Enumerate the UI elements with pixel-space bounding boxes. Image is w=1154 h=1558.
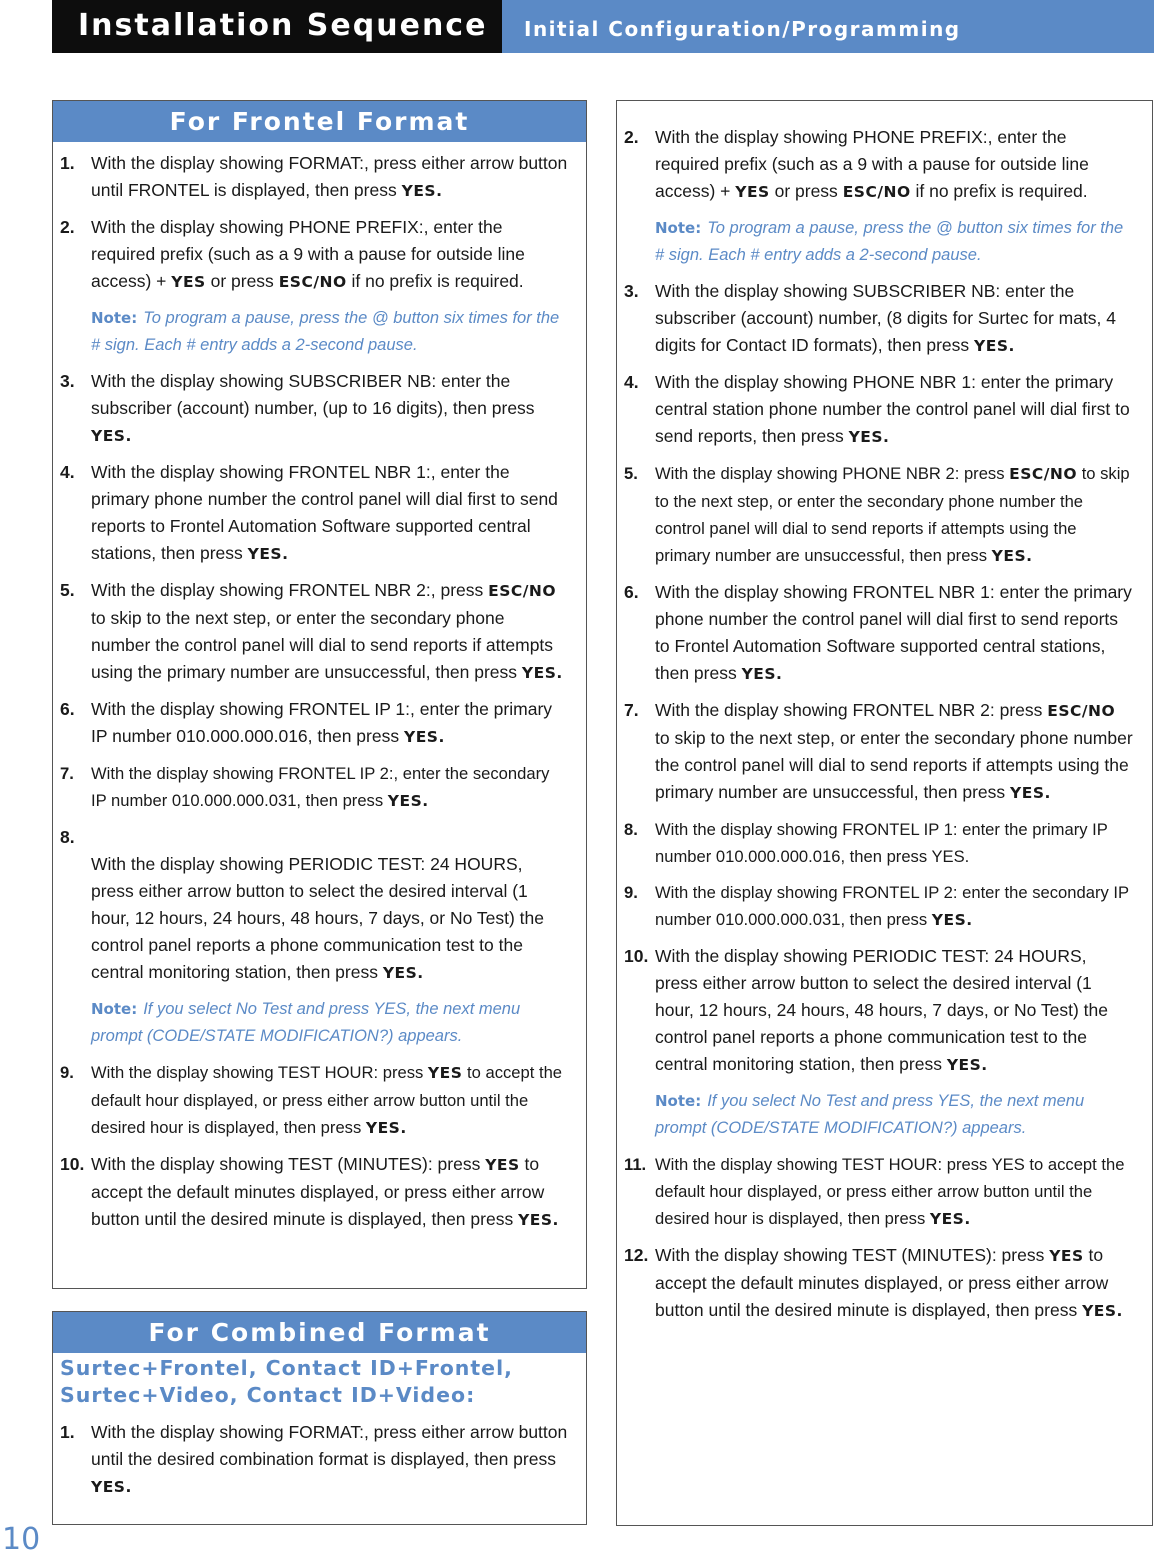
step-text: With the display showing FRONTEL IP 1: enter the primary IP number 010.000.000.016, then press YES. <box>655 820 1108 866</box>
keyword: YES. <box>931 911 973 929</box>
keyword: ESC/NO <box>278 273 347 291</box>
step-number: 4. <box>624 372 639 392</box>
keyword: YES. <box>401 182 443 200</box>
keyword: ESC/NO <box>488 582 557 600</box>
keyword: YES. <box>518 1211 559 1229</box>
step-number: 6. <box>624 582 639 602</box>
frontel-steps <box>53 142 586 1234</box>
step-item <box>624 697 1134 807</box>
step-text: With the display showing FRONTEL NBR 2:, press <box>91 580 489 600</box>
keyword: YES. <box>991 547 1033 565</box>
step-text: or press <box>205 271 279 291</box>
keyword: YES. <box>1010 784 1051 802</box>
step-number: 9. <box>60 1063 74 1082</box>
step-number: 5. <box>624 464 638 483</box>
step-number: 6. <box>60 699 75 719</box>
step-item <box>60 824 568 987</box>
step-text: With the display showing PHONE NBR 1: enter the primary central station phone number the control panel will dial first to send reports, then press <box>655 372 1130 446</box>
step-text: With the display showing PERIODIC TEST: 24 HOURS, press either arrow button to select the desired interval (1 hour, 12 hours, 24 hours, 48 hours, 7 days, or No Test) the control panel reports a phone communication test to the central monitoring station, then press <box>91 854 545 982</box>
keyword: YES <box>485 1156 520 1174</box>
step-number: 1. <box>60 153 75 173</box>
continued-steps <box>617 101 1152 1325</box>
step-text: With the display showing PHONE PREFIX:, enter the required prefix (such as a 9 with a pause for outside line access) + <box>655 127 1089 201</box>
keyword: YES. <box>741 665 783 683</box>
note-text: If you select No Test and press YES, the next menu prompt (CODE/STATE MODIFICATION?) appears. <box>655 1092 1085 1137</box>
keyword: YES <box>1049 1247 1084 1265</box>
step-number: 8. <box>624 820 638 839</box>
keyword: YES. <box>946 1056 988 1074</box>
step-number: 3. <box>60 371 75 391</box>
combined-format-subheading: Surtec+Frontel, Contact ID+Frontel, Surtec+Video, Contact ID+Video: <box>60 1356 513 1407</box>
step-item <box>624 1242 1134 1325</box>
note-label: Note: <box>655 1092 702 1110</box>
keyword: YES. <box>929 1210 971 1228</box>
step-text: to accept the default hour displayed, or press either arrow button until the desired hour is displayed, then press <box>91 1063 563 1137</box>
step-number: 1. <box>60 1422 75 1442</box>
note-label: Note: <box>655 219 702 237</box>
keyword: YES. <box>521 664 563 682</box>
step-item <box>624 943 1134 1079</box>
step-number: 2. <box>60 217 75 237</box>
step-text: With the display showing FRONTEL IP 2:, enter the secondary IP number 010.000.000.031, then press <box>91 764 550 810</box>
keyword: ESC/NO <box>1047 702 1116 720</box>
step-item <box>624 369 1134 451</box>
step-text: to accept the default minutes displayed, or press either arrow button until the desired minute is displayed, then press <box>655 1245 1109 1320</box>
keyword: YES <box>427 1064 463 1082</box>
keyword: YES. <box>247 545 289 563</box>
keyword: YES. <box>91 427 132 445</box>
step-item <box>60 760 568 815</box>
step-text: to skip to the next step, or enter the secondary phone number the control panel will dial to send reports if attempts using the primary number are unsuccessful, then press <box>91 608 554 682</box>
step-item <box>60 1059 568 1142</box>
step-text: With the display showing FRONTEL NBR 2: press <box>655 700 1048 720</box>
note <box>60 996 568 1050</box>
step-number: 10. <box>624 946 649 966</box>
frontel-format-title: For Frontel Format <box>53 101 586 142</box>
page-header <box>52 0 1154 53</box>
step-number: 11. <box>624 1155 647 1174</box>
step-item <box>624 124 1134 206</box>
step-item <box>60 1151 568 1234</box>
subsection-title: Initial Configuration/Programming <box>502 0 1154 53</box>
step-text: or press <box>769 181 843 201</box>
keyword: YES. <box>848 428 890 446</box>
keyword: YES. <box>91 1478 132 1496</box>
note-label: Note: <box>91 1000 138 1018</box>
step-text: if no prefix is required. <box>346 271 524 291</box>
note <box>60 305 568 359</box>
keyword: YES. <box>403 728 445 746</box>
keyword: ESC/NO <box>842 183 911 201</box>
step-text: to skip to the next step, or enter the secondary phone number the control panel will dial to send reports if attempts using the primary number are unsuccessful, then press <box>655 464 1130 565</box>
step-number: 12. <box>624 1245 649 1265</box>
frontel-format-box <box>52 100 587 1289</box>
step-number: 9. <box>624 883 638 902</box>
step-text: With the display showing FRONTEL NBR 1: enter the primary phone number the control panel will dial first to send reports to Frontel Automation Software supported central stations, then press <box>655 582 1132 683</box>
step-text: With the display showing SUBSCRIBER NB: enter the subscriber (account) number, (8 digits for Surtec for mats, 4 digits for Contact ID formats), then press <box>655 281 1117 355</box>
note-text: If you select No Test and press YES, the next menu prompt (CODE/STATE MODIFICATION?) appears. <box>91 1000 521 1045</box>
step-item <box>60 368 568 450</box>
keyword: YES. <box>1082 1302 1123 1320</box>
step-text: to skip to the next step, or enter the secondary phone number the control panel will dial to send reports if attempts using the primary number are unsuccessful, then press <box>655 728 1133 802</box>
step-text: With the display showing TEST (MINUTES): press <box>655 1245 1050 1265</box>
step-item <box>60 696 568 751</box>
continued-steps-box <box>616 100 1153 1526</box>
keyword: YES. <box>387 792 429 810</box>
step-number: 5. <box>60 580 75 600</box>
step-text: With the display showing SUBSCRIBER NB: enter the subscriber (account) number, (up to 16 digits), then press <box>91 371 535 418</box>
keyword: YES <box>171 273 206 291</box>
note <box>624 215 1134 269</box>
step-number: 10. <box>60 1154 85 1174</box>
step-text: With the display showing TEST (MINUTES): press <box>91 1154 486 1174</box>
step-text: With the display showing FRONTEL IP 2: enter the secondary IP number 010.000.000.031, then press <box>655 883 1129 929</box>
combined-steps <box>53 1419 586 1501</box>
page-number: 10 <box>2 1522 41 1557</box>
keyword: YES. <box>382 964 424 982</box>
keyword: YES <box>735 183 770 201</box>
step-item <box>60 150 568 205</box>
combined-format-box <box>52 1311 587 1525</box>
step-number: 4. <box>60 462 75 482</box>
step-item <box>60 214 568 296</box>
step-item <box>624 816 1134 870</box>
keyword: YES. <box>365 1119 407 1137</box>
note-label: Note: <box>91 309 138 327</box>
step-item <box>624 278 1134 360</box>
note <box>624 1088 1134 1142</box>
step-text: With the display showing FORMAT:, press either arrow button until FRONTEL is displayed, then press <box>91 153 568 200</box>
keyword: ESC/NO <box>1009 465 1078 483</box>
step-text: With the display showing PERIODIC TEST: 24 HOURS, press either arrow button to select the desired interval (1 hour, 12 hours, 24 hours, 48 hours, 7 days, or No Test) the control panel reports a phone communication test to the central monitoring station, then press <box>655 946 1109 1074</box>
step-number: 7. <box>60 764 74 783</box>
step-item <box>60 459 568 568</box>
step-number: 2. <box>624 127 639 147</box>
step-number: 8. <box>60 827 75 847</box>
step-item <box>624 579 1134 688</box>
combined-format-title: For Combined Format <box>53 1312 586 1353</box>
step-item <box>60 577 568 687</box>
step-text: With the display showing TEST HOUR: press <box>91 1063 428 1082</box>
step-text: With the display showing TEST HOUR: press YES to accept the default hour displayed, or press either arrow button until the desired hour is displayed, then press <box>655 1155 1125 1228</box>
step-item <box>624 460 1134 570</box>
step-text: to accept the default minutes displayed, or press either arrow button until the desired minute is displayed, then press <box>91 1154 545 1229</box>
step-text: With the display showing FRONTEL NBR 1:, enter the primary phone number the control panel will dial first to send reports to Frontel Automation Software supported central stations, then press <box>91 462 558 563</box>
step-text: With the display showing FRONTEL IP 1:, enter the primary IP number 010.000.000.016, then press <box>91 699 553 746</box>
section-title: Installation Sequence <box>52 0 502 53</box>
step-item <box>60 1419 568 1501</box>
step-number: 3. <box>624 281 639 301</box>
step-text: if no prefix is required. <box>910 181 1088 201</box>
keyword: YES. <box>974 337 1015 355</box>
step-text: With the display showing FORMAT:, press either arrow button until the desired combination format is displayed, then press <box>91 1422 568 1469</box>
step-text: With the display showing PHONE NBR 2: press <box>655 464 1010 483</box>
step-text: With the display showing PHONE PREFIX:, enter the required prefix (such as a 9 with a pause for outside line access) + <box>91 217 525 291</box>
step-number: 7. <box>624 700 639 720</box>
note-text: To program a pause, press the @ button six times for the # sign. Each # entry adds a 2-second pause. <box>91 309 560 354</box>
step-item <box>624 879 1134 934</box>
note-text: To program a pause, press the @ button six times for the # sign. Each # entry adds a 2-second pause. <box>655 219 1124 264</box>
step-item <box>624 1151 1134 1233</box>
